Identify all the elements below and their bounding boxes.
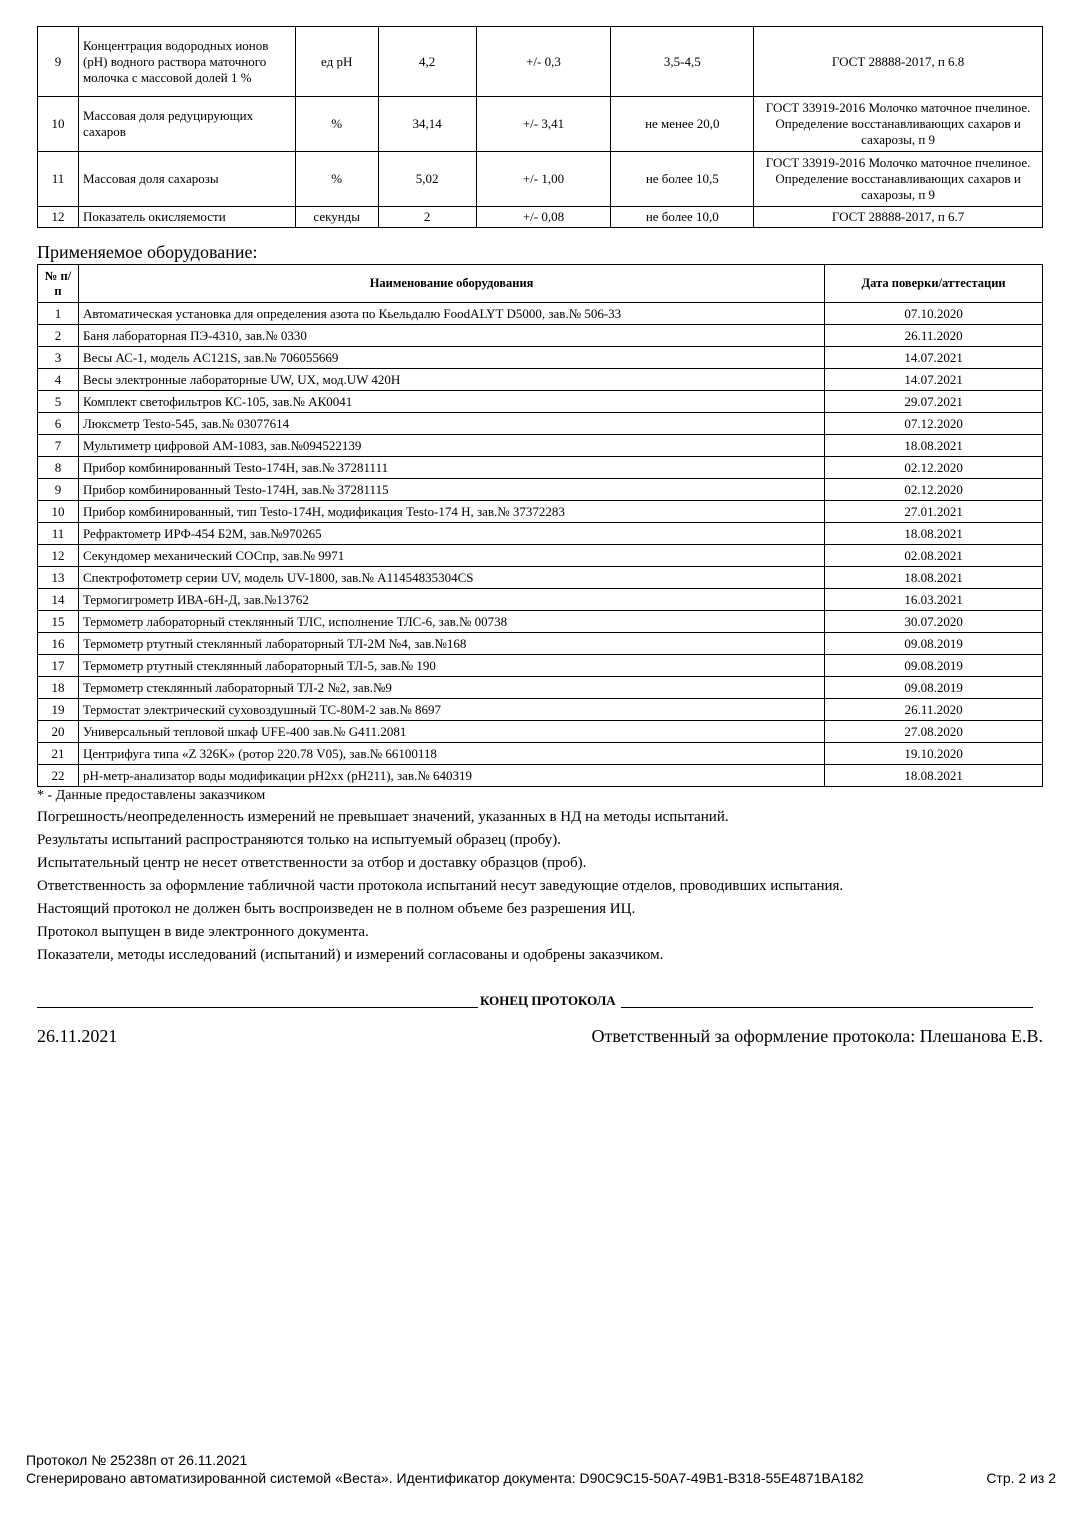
note-line: Ответственность за оформление табличной части протокола испытаний несут заведующие отделов, проводивших испытания. xyxy=(37,878,844,894)
note-line: Испытательный центр не несет ответственности за отбор и доставку образцов (проб). xyxy=(37,855,587,871)
result-value: 4,2 xyxy=(378,27,476,97)
equipment-name: Центрифуга типа «Z 326K» (ротор 220.78 V05), зав.№ 66100118 xyxy=(78,743,824,765)
row-number: 11 xyxy=(38,152,79,207)
row-number: 12 xyxy=(38,207,79,228)
note-line: Протокол выпущен в виде электронного документа. xyxy=(37,924,369,940)
verification-date: 18.08.2021 xyxy=(825,765,1043,787)
equipment-number: 2 xyxy=(38,325,79,347)
equipment-row xyxy=(38,611,1043,633)
results-row xyxy=(38,97,1043,152)
verification-date: 26.11.2020 xyxy=(825,325,1043,347)
equipment-row xyxy=(38,721,1043,743)
equipment-name: Спектрофотометр серии UV, модель UV-1800, зав.№ A11454835304CS xyxy=(78,567,824,589)
verification-date: 09.08.2019 xyxy=(825,677,1043,699)
equipment-number: 19 xyxy=(38,699,79,721)
equipment-number: 5 xyxy=(38,391,79,413)
results-row xyxy=(38,27,1043,97)
result-value: 34,14 xyxy=(378,97,476,152)
equipment-name: Термометр стеклянный лабораторный ТЛ-2 №2, зав.№9 xyxy=(78,677,824,699)
error-value: +/- 1,00 xyxy=(476,152,611,207)
equipment-name: Мультиметр цифровой АМ-1083, зав.№094522139 xyxy=(78,435,824,457)
equipment-row xyxy=(38,523,1043,545)
error-value: +/- 0,08 xyxy=(476,207,611,228)
verification-date: 02.12.2020 xyxy=(825,479,1043,501)
equipment-heading: Применяемое оборудование: xyxy=(37,242,258,262)
norm-value: не менее 20,0 xyxy=(611,97,754,152)
customer-data-note: * - Данные предоставлены заказчиком xyxy=(37,788,266,803)
verification-date: 09.08.2019 xyxy=(825,633,1043,655)
method: ГОСТ 33919-2016 Молочко маточное пчелиное. Определение восстанавливающих сахаров и сахарозы, п 9 xyxy=(754,152,1043,207)
equipment-name: Прибор комбинированный, тип Testo-174H, модификация Testo-174 H, зав.№ 37372283 xyxy=(78,501,824,523)
signature-date: 26.11.2021 xyxy=(37,1026,118,1046)
row-number: 9 xyxy=(38,27,79,97)
verification-date: 07.10.2020 xyxy=(825,303,1043,325)
results-row xyxy=(38,207,1043,228)
equipment-number: 22 xyxy=(38,765,79,787)
verification-date: 18.08.2021 xyxy=(825,435,1043,457)
equipment-name: рН-метр-анализатор воды модификации pH2xx (pH211), зав.№ 640319 xyxy=(78,765,824,787)
verification-date: 26.11.2020 xyxy=(825,699,1043,721)
equipment-body xyxy=(38,303,1043,787)
equipment-row xyxy=(38,325,1043,347)
equipment-name: Весы электронные лабораторные UW, UX, мод.UW 420H xyxy=(78,369,824,391)
equipment-number: 12 xyxy=(38,545,79,567)
method: ГОСТ 28888-2017, п 6.8 xyxy=(754,27,1043,97)
equipment-name: Термометр ртутный стеклянный лабораторный ТЛ-2М №4, зав.№168 xyxy=(78,633,824,655)
equipment-row xyxy=(38,655,1043,677)
verification-date: 19.10.2020 xyxy=(825,743,1043,765)
divider-left xyxy=(37,1007,478,1008)
equipment-name: Баня лабораторная ПЭ-4310, зав.№ 0330 xyxy=(78,325,824,347)
equipment-number: 18 xyxy=(38,677,79,699)
norm-value: не более 10,5 xyxy=(611,152,754,207)
page-number: Стр. 2 из 2 xyxy=(986,1470,1056,1486)
error-value: +/- 3,41 xyxy=(476,97,611,152)
equipment-number: 9 xyxy=(38,479,79,501)
equipment-row xyxy=(38,303,1043,325)
generated-by: Сгенерировано автоматизированной системой «Веста». Идентификатор документа: D90C9C15-50A7-49B1-B318-55E4871BA182 xyxy=(26,1470,864,1486)
equipment-name: Весы АС-1, модель AC121S, зав.№ 706055669 xyxy=(78,347,824,369)
header-equipment-name: Наименование оборудования xyxy=(78,265,824,303)
end-of-protocol-line xyxy=(37,993,1033,1009)
notes-block xyxy=(37,786,843,967)
equipment-row xyxy=(38,699,1043,721)
header-verification-date: Дата поверки/аттестации xyxy=(825,265,1043,303)
verification-date: 02.12.2020 xyxy=(825,457,1043,479)
equipment-row xyxy=(38,435,1043,457)
verification-date: 29.07.2021 xyxy=(825,391,1043,413)
verification-date: 02.08.2021 xyxy=(825,545,1043,567)
verification-date: 09.08.2019 xyxy=(825,655,1043,677)
equipment-row xyxy=(38,743,1043,765)
header-number: № п/п xyxy=(38,265,79,303)
unit: % xyxy=(295,97,378,152)
verification-date: 18.08.2021 xyxy=(825,567,1043,589)
unit: ед pH xyxy=(295,27,378,97)
equipment-row xyxy=(38,391,1043,413)
note-line: Настоящий протокол не должен быть воспроизведен не в полном объеме без разрешения ИЦ. xyxy=(37,901,636,917)
equipment-table xyxy=(37,264,1043,787)
equipment-number: 17 xyxy=(38,655,79,677)
equipment-row xyxy=(38,347,1043,369)
verification-date: 27.08.2020 xyxy=(825,721,1043,743)
norm-value: не более 10,0 xyxy=(611,207,754,228)
equipment-name: Прибор комбинированный Testo-174H, зав.№ 37281111 xyxy=(78,457,824,479)
equipment-row xyxy=(38,413,1043,435)
equipment-name: Секундомер механический СОСпр, зав.№ 9971 xyxy=(78,545,824,567)
equipment-row xyxy=(38,545,1043,567)
verification-date: 07.12.2020 xyxy=(825,413,1043,435)
verification-date: 14.07.2021 xyxy=(825,347,1043,369)
equipment-name: Прибор комбинированный Testo-174H, зав.№ 37281115 xyxy=(78,479,824,501)
result-value: 2 xyxy=(378,207,476,228)
results-row xyxy=(38,152,1043,207)
note-line: Погрешность/неопределенность измерений не превышает значений, указанных в НД на методы испытаний. xyxy=(37,809,729,825)
verification-date: 30.07.2020 xyxy=(825,611,1043,633)
result-value: 5,02 xyxy=(378,152,476,207)
equipment-number: 15 xyxy=(38,611,79,633)
equipment-row xyxy=(38,567,1043,589)
divider-right xyxy=(621,1007,1033,1008)
verification-date: 18.08.2021 xyxy=(825,523,1043,545)
equipment-name: Комплект светофильтров КС-105, зав.№ АК0041 xyxy=(78,391,824,413)
equipment-name: Термометр ртутный стеклянный лабораторный ТЛ-5, зав.№ 190 xyxy=(78,655,824,677)
indicator-name: Массовая доля редуцирующих сахаров xyxy=(78,97,295,152)
results-table xyxy=(37,26,1043,228)
equipment-number: 11 xyxy=(38,523,79,545)
indicator-name: Показатель окисляемости xyxy=(78,207,295,228)
equipment-name: Термостат электрический суховоздушный ТС-80М-2 зав.№ 8697 xyxy=(78,699,824,721)
method: ГОСТ 28888-2017, п 6.7 xyxy=(754,207,1043,228)
note-line: Результаты испытаний распространяются только на испытуемый образец (пробу). xyxy=(37,832,561,848)
note-line: Показатели, методы исследований (испытаний) и измерений согласованы и одобрены заказчиком. xyxy=(37,947,664,963)
end-of-protocol-label: КОНЕЦ ПРОТОКОЛА xyxy=(480,993,616,1008)
equipment-name: Термогигрометр ИВА-6Н-Д, зав.№13762 xyxy=(78,589,824,611)
equipment-number: 13 xyxy=(38,567,79,589)
equipment-name: Термометр лабораторный стеклянный ТЛС, исполнение ТЛС-6, зав.№ 00738 xyxy=(78,611,824,633)
equipment-number: 10 xyxy=(38,501,79,523)
responsible-person: Ответственный за оформление протокола: Плешанова Е.В. xyxy=(591,1026,1043,1046)
verification-date: 16.03.2021 xyxy=(825,589,1043,611)
error-value: +/- 0,3 xyxy=(476,27,611,97)
verification-date: 27.01.2021 xyxy=(825,501,1043,523)
equipment-number: 7 xyxy=(38,435,79,457)
equipment-name: Автоматическая установка для определения азота по Кьельдалю FoodALYT D5000, зав.№ 506-33 xyxy=(78,303,824,325)
unit: % xyxy=(295,152,378,207)
verification-date: 14.07.2021 xyxy=(825,369,1043,391)
equipment-number: 4 xyxy=(38,369,79,391)
equipment-row xyxy=(38,457,1043,479)
equipment-header-row xyxy=(38,265,1043,303)
equipment-number: 21 xyxy=(38,743,79,765)
equipment-number: 6 xyxy=(38,413,79,435)
equipment-number: 1 xyxy=(38,303,79,325)
equipment-number: 20 xyxy=(38,721,79,743)
equipment-name: Универсальный тепловой шкаф UFE-400 зав.№ G411.2081 xyxy=(78,721,824,743)
equipment-number: 3 xyxy=(38,347,79,369)
page-footer xyxy=(26,1451,1056,1487)
equipment-row xyxy=(38,369,1043,391)
indicator-name: Концентрация водородных ионов (pH) водного раствора маточного молочка с массовой долей 1 % xyxy=(78,27,295,97)
equipment-row xyxy=(38,677,1043,699)
indicator-name: Массовая доля сахарозы xyxy=(78,152,295,207)
equipment-row xyxy=(38,633,1043,655)
equipment-number: 16 xyxy=(38,633,79,655)
norm-value: 3,5-4,5 xyxy=(611,27,754,97)
equipment-row xyxy=(38,765,1043,787)
equipment-row xyxy=(38,589,1043,611)
unit: секунды xyxy=(295,207,378,228)
equipment-name: Рефрактометр ИРФ-454 Б2М, зав.№970265 xyxy=(78,523,824,545)
equipment-name: Люксметр Testo-545, зав.№ 03077614 xyxy=(78,413,824,435)
equipment-number: 14 xyxy=(38,589,79,611)
row-number: 10 xyxy=(38,97,79,152)
protocol-reference: Протокол № 25238п от 26.11.2021 xyxy=(26,1452,248,1468)
equipment-row xyxy=(38,501,1043,523)
method: ГОСТ 33919-2016 Молочко маточное пчелиное. Определение восстанавливающих сахаров и сахарозы, п 9 xyxy=(754,97,1043,152)
equipment-number: 8 xyxy=(38,457,79,479)
equipment-row xyxy=(38,479,1043,501)
